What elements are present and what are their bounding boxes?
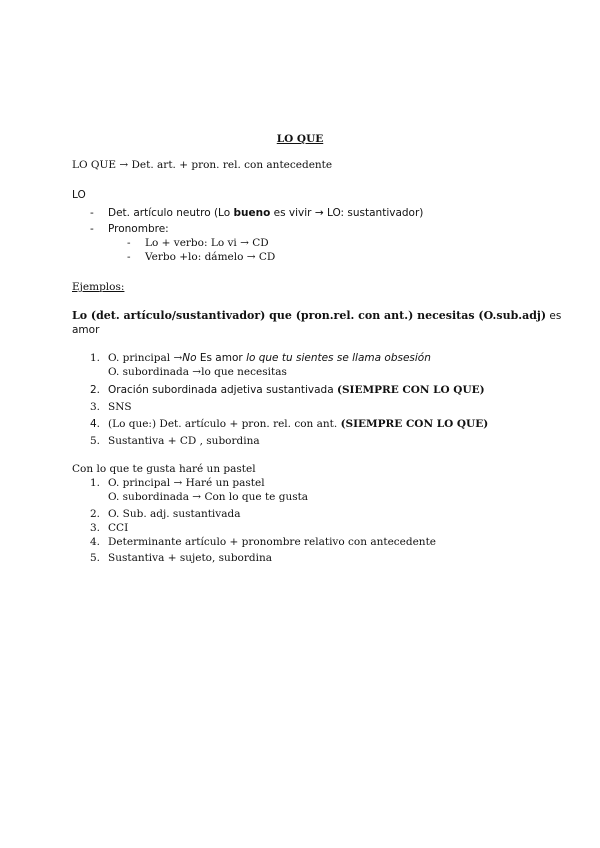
definition-line: LO QUE → Det. art. + pron. rel. con antecedente	[72, 159, 333, 171]
list-number: 1.	[90, 477, 101, 489]
lo-heading: LO	[72, 189, 86, 201]
page-title: LO QUE	[276, 133, 324, 145]
list-bullet: -	[90, 223, 94, 235]
list-number: 3.	[90, 401, 101, 413]
list-number: 1.	[90, 352, 101, 364]
list-bullet: -	[127, 237, 131, 249]
list-number: 5.	[90, 552, 101, 564]
example2-item-3: CCI	[108, 522, 129, 534]
list-bullet: -	[90, 207, 94, 219]
list-number: 2.	[90, 508, 101, 520]
example1-item-3: SNS	[108, 401, 132, 413]
list-number: 4.	[90, 418, 101, 430]
list-number: 3.	[90, 522, 101, 534]
example2-item-1: O. principal → Haré un pastel	[108, 477, 265, 489]
ejemplos-heading: Ejemplos:	[72, 281, 125, 293]
lo-subitem-1: Lo + verbo: Lo vi → CD	[145, 237, 269, 249]
example1-item-4: (Lo que:) Det. artículo + pron. rel. con ant. (SIEMPRE CON LO QUE)	[108, 418, 489, 430]
example2-item-2: O. Sub. adj. sustantivada	[108, 508, 241, 520]
example1-item-1b: O. subordinada →lo que necesitas	[108, 366, 287, 378]
list-number: 2.	[90, 384, 101, 396]
list-number: 4.	[90, 536, 101, 548]
example1-sentence-cont: amor	[72, 324, 100, 336]
example1-item-1: O. principal →No Es amor lo que tu sientes se llama obsesión	[108, 352, 431, 364]
lo-item-pronoun: Pronombre:	[108, 223, 169, 235]
example1-sentence: Lo (det. artículo/sustantivador) que (pron.rel. con ant.) necesitas (O.sub.adj) es	[72, 309, 562, 322]
lo-subitem-2: Verbo +lo: dámelo → CD	[145, 251, 276, 263]
example2-item-1b: O. subordinada → Con lo que te gusta	[108, 491, 309, 503]
lo-item-determiner: Det. artículo neutro (Lo bueno es vivir → LO: sustantivador)	[108, 207, 424, 219]
example2-sentence: Con lo que te gusta haré un pastel	[72, 463, 256, 475]
example2-item-4: Determinante artículo + pronombre relativo con antecedente	[108, 536, 437, 548]
example1-item-2: Oración subordinada adjetiva sustantivada (SIEMPRE CON LO QUE)	[108, 384, 485, 396]
list-number: 5.	[90, 435, 101, 447]
example1-item-5: Sustantiva + CD , subordina	[108, 435, 260, 447]
example2-item-5: Sustantiva + sujeto, subordina	[108, 552, 272, 564]
list-bullet: -	[127, 251, 131, 263]
